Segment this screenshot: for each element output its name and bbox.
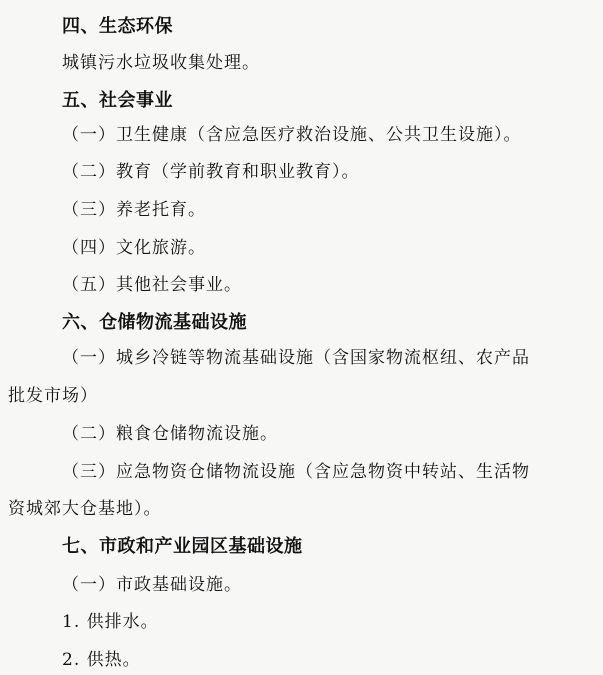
section-heading-5: 五、社会事业 xyxy=(62,90,173,111)
section-heading-6: 六、仓储物流基础设施 xyxy=(62,312,247,333)
section-6-line-2: （二）粮食仓储物流设施。 xyxy=(62,424,278,444)
section-5-line-1: （一）卫生健康（含应急医疗救治设施、公共卫生设施）。 xyxy=(62,125,522,145)
section-heading-7: 七、市政和产业园区基础设施 xyxy=(62,536,303,557)
section-5-line-2: （二）教育（学前教育和职业教育）。 xyxy=(62,162,360,182)
section-7-line-2: 1. 供排水。 xyxy=(62,612,159,632)
section-5-line-5: （五）其他社会事业。 xyxy=(62,275,242,295)
section-7-line-3: 2. 供热。 xyxy=(62,650,141,670)
section-4-line-1: 城镇污水垃圾收集处理。 xyxy=(62,53,260,73)
section-6-line-1: （一）城乡冷链等物流基础设施（含国家物流枢纽、农产品 xyxy=(62,348,530,368)
section-6-line-3-wrap: 资城郊大仓基地）。 xyxy=(8,499,162,519)
section-6-line-3: （三）应急物资仓储物流设施（含应急物资中转站、生活物 xyxy=(62,462,530,482)
section-5-line-4: （四）文化旅游。 xyxy=(62,238,206,258)
section-7-line-1: （一）市政基础设施。 xyxy=(62,575,242,595)
section-6-line-1-wrap: 批发市场） xyxy=(8,386,98,406)
section-5-line-3: （三）养老托育。 xyxy=(62,200,206,220)
section-heading-4: 四、生态环保 xyxy=(62,16,173,37)
